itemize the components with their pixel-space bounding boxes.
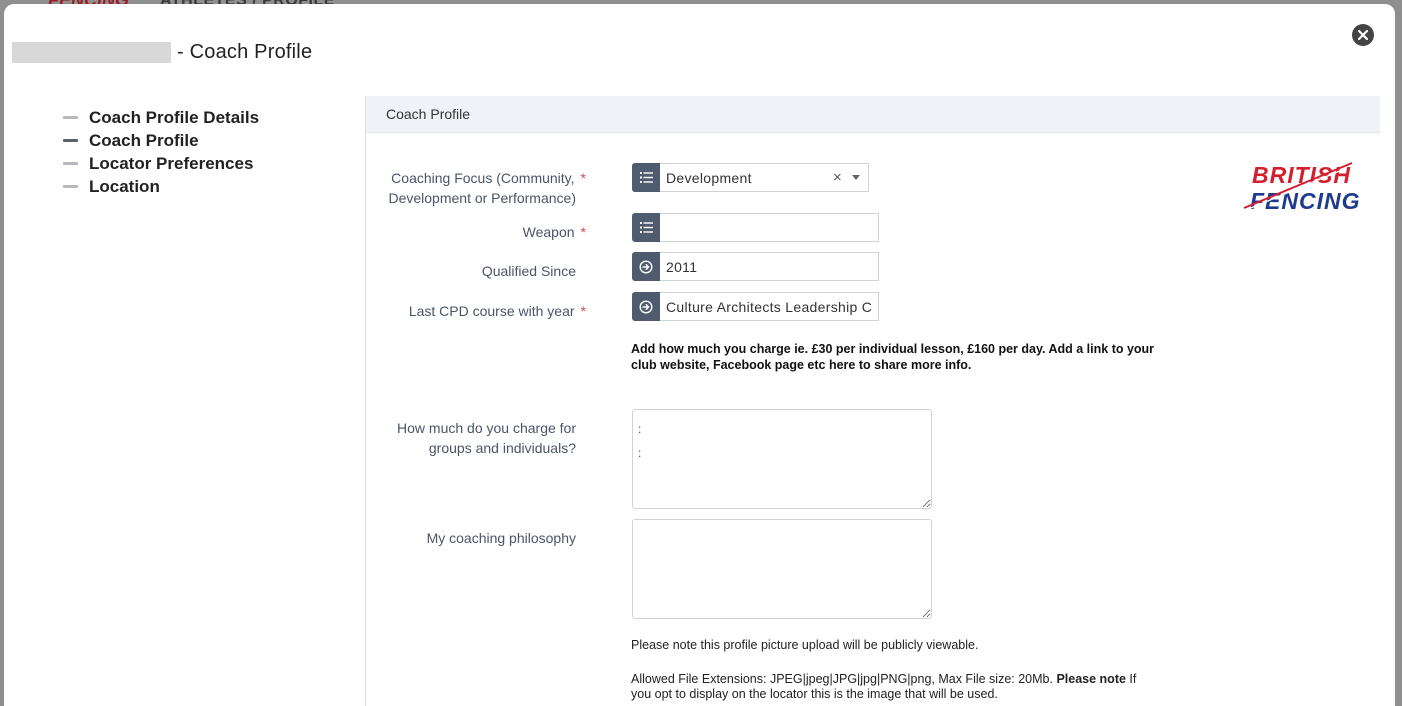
philosophy-textarea[interactable] (632, 519, 932, 619)
weapon-select[interactable] (632, 213, 879, 242)
arrow-circle-icon (632, 252, 660, 281)
last-cpd-input[interactable] (632, 292, 879, 321)
nav-item-locator-preferences[interactable] (63, 152, 323, 175)
clear-selection-icon[interactable]: × (832, 169, 842, 186)
close-button[interactable] (1352, 24, 1374, 46)
coaching-focus-label-line2: Development or Performance) (388, 190, 576, 206)
logo-line1: BRITISH (1252, 162, 1351, 188)
coaching-focus-label (364, 168, 586, 208)
modal-title: - Coach Profile (177, 40, 313, 63)
nav-item-label: Locator Preferences (89, 153, 254, 173)
charge-label-line2: groups and individuals? (428, 440, 576, 456)
last-cpd-label-text: Last CPD course with year (408, 303, 575, 319)
modal-header (12, 40, 312, 64)
nav-dash-icon (63, 162, 78, 165)
file-extensions-note (631, 672, 1191, 702)
required-marker: * (580, 224, 586, 240)
list-icon (632, 213, 660, 242)
coaching-focus-label-line1: Coaching Focus (Community, (391, 170, 575, 186)
weapon-label (364, 222, 586, 242)
charge-textarea[interactable] (632, 409, 932, 509)
nav-item-coach-profile[interactable] (63, 129, 323, 152)
file-extensions-after: If (1125, 672, 1137, 686)
nav-item-label: Location (89, 176, 160, 196)
qualified-since-label: Qualified Since (481, 263, 576, 279)
coach-profile-modal (4, 4, 1395, 706)
logo-line2: FENCING (1250, 188, 1361, 212)
coaching-focus-value-box[interactable] (660, 163, 869, 192)
file-extensions-text: Allowed File Extensions: JPEG|jpeg|JPG|jpg|PNG|png, Max File size: 20Mb. (631, 672, 1053, 686)
qualified-since-input[interactable] (632, 252, 879, 281)
nav-dash-icon (63, 185, 78, 188)
last-cpd-value[interactable]: Culture Architects Leadership C (660, 292, 879, 321)
nav-item-location[interactable] (63, 175, 323, 198)
charge-label (364, 418, 576, 458)
profile-section-nav (63, 106, 323, 198)
philosophy-label: My coaching philosophy (426, 530, 576, 546)
qualified-since-value[interactable]: 2011 (660, 252, 879, 281)
british-fencing-logo (1242, 158, 1370, 212)
nav-item-label: Coach Profile (89, 130, 199, 150)
charge-help-line2: club website, Facebook page etc here to share more info. (631, 358, 972, 372)
redacted-athlete-name (12, 42, 171, 63)
dropdown-caret-icon[interactable] (852, 175, 860, 180)
close-icon (1358, 30, 1368, 40)
file-extensions-bold: Please note (1056, 672, 1126, 686)
nav-dash-icon (63, 116, 78, 119)
coaching-focus-value: Development (666, 169, 752, 186)
file-extensions-line2: you opt to display on the locator this is the image that will be used. (631, 687, 998, 701)
nav-dash-icon (63, 139, 78, 142)
arrow-circle-icon (632, 292, 660, 321)
last-cpd-label (364, 301, 586, 321)
weapon-label-text: Weapon (522, 224, 575, 240)
charge-label-line1: How much do you charge for (397, 420, 576, 436)
panel-header: Coach Profile (366, 96, 1380, 133)
charge-help-line1: Add how much you charge ie. £30 per individual lesson, £160 per day. Add a link to your (631, 342, 1155, 356)
weapon-value[interactable] (660, 213, 879, 242)
charge-help-text (631, 341, 1191, 373)
coaching-focus-select[interactable] (632, 163, 869, 192)
nav-item-label: Coach Profile Details (89, 107, 260, 127)
required-marker: * (580, 170, 586, 186)
nav-item-coach-profile-details[interactable] (63, 106, 323, 129)
required-marker: * (580, 303, 586, 319)
picture-public-note: Please note this profile picture upload will be publicly viewable. (631, 638, 979, 652)
list-icon (632, 163, 660, 192)
